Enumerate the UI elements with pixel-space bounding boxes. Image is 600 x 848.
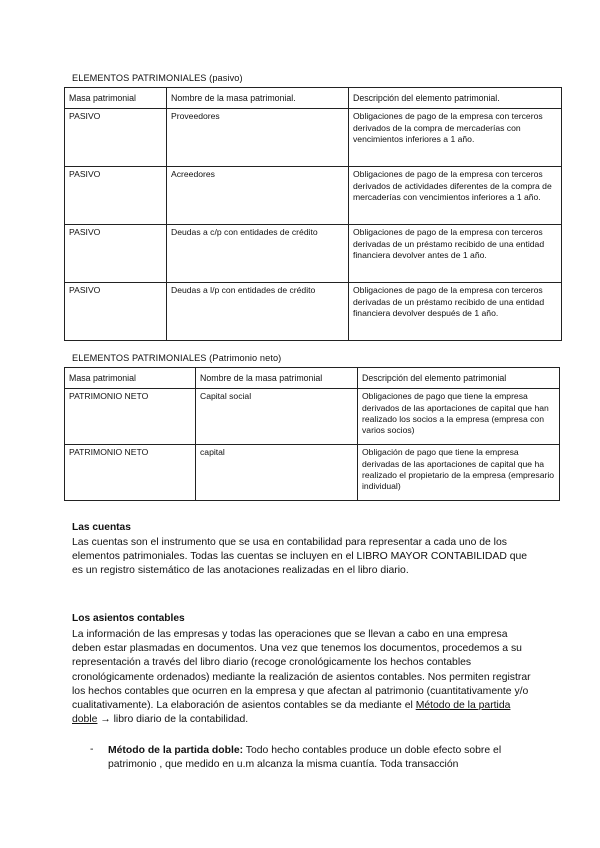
table-cell: capital bbox=[196, 445, 358, 501]
column-header: Nombre de la masa patrimonial. bbox=[167, 88, 349, 109]
table-header-row bbox=[65, 88, 562, 109]
cuentas-heading: Las cuentas bbox=[72, 522, 131, 533]
table-cell: PASIVO bbox=[65, 109, 167, 167]
table-cell: Obligaciones de pago de la empresa con terceros derivadas de un préstamo recibido de una entidad financiera devolver antes de 1 año. bbox=[349, 225, 562, 283]
table-cell: Proveedores bbox=[167, 109, 349, 167]
bullet-term: Método de la partida doble: bbox=[108, 745, 244, 756]
bullet-description: Todo hecho contables produce un doble efecto sobre el patrimonio , que medido en u.m alcanza la misma cuantía. Toda transacción bbox=[108, 745, 502, 771]
table-row bbox=[65, 167, 562, 225]
cuentas-paragraph: Las cuentas son el instrumento que se usa en contabilidad para representar a cada uno de los elementos patrimoniales. Todas las cuentas se incluyen en el LIBRO MAYOR CONTABILIDAD que es un registro sistemático de las anotaciones realizadas en el libro diario. bbox=[72, 537, 528, 577]
table-header-row bbox=[65, 368, 560, 389]
table-row bbox=[65, 109, 562, 167]
asientos-paragraph bbox=[72, 628, 534, 727]
asientos-text: La información de las empresas y todas las operaciones que se llevan a cabo en una empresa deben estar plasmadas en documentos. Una vez que tenemos los documentos, procedemos a su representación a través del libro diario (recoge cronológicamente los hechos contables cronológicamente ordenados) mediante la realización de asientos contables. Nos permiten registrar los hechos contables que ocurren en la empresa y que afectan al patrimonio (cuantitativamente y/o cualitativamente). La elaboración de asientos contables se da mediante el bbox=[72, 629, 531, 712]
table-cell: Acreedores bbox=[167, 167, 349, 225]
table-row bbox=[65, 225, 562, 283]
table2-caption: ELEMENTOS PATRIMONIALES (Patrimonio neto) bbox=[72, 353, 282, 363]
table-cell: PATRIMONIO NETO bbox=[65, 445, 196, 501]
table-cell: Capital social bbox=[196, 389, 358, 445]
table-cell: Obligaciones de pago que tiene la empresa derivados de las aportaciones de capital que han realizado los socios a la empresa (empresa con varios socios) bbox=[358, 389, 560, 445]
column-header: Descripción del elemento patrimonial. bbox=[349, 88, 562, 109]
patrimonio-neto-table bbox=[64, 367, 560, 501]
asientos-heading: Los asientos contables bbox=[72, 613, 185, 624]
table-cell: Obligaciones de pago de la empresa con terceros derivadas de un préstamo recibido de una entidad financiera devolver después de 1 año. bbox=[349, 283, 562, 341]
table-cell: PATRIMONIO NETO bbox=[65, 389, 196, 445]
table-cell: Deudas a l/p con entidades de crédito bbox=[167, 283, 349, 341]
table-cell: PASIVO bbox=[65, 167, 167, 225]
table-cell: Obligaciones de pago de la empresa con terceros derivados de la compra de mercaderías con vencimientos inferiores a 1 año. bbox=[349, 109, 562, 167]
table-cell: Obligación de pago que tiene la empresa derivadas de las aportaciones de capital que ha realizado el propietario de la empresa (empresario individual) bbox=[358, 445, 560, 501]
table-cell: PASIVO bbox=[65, 225, 167, 283]
pasivo-table bbox=[64, 87, 562, 341]
table-row bbox=[65, 445, 560, 501]
column-header: Nombre de la masa patrimonial bbox=[196, 368, 358, 389]
column-header: Masa patrimonial bbox=[65, 88, 167, 109]
table-row bbox=[65, 283, 562, 341]
table-row bbox=[65, 389, 560, 445]
table-cell: Obligaciones de pago de la empresa con terceros derivados de actividades diferentes de la compra de mercaderías con vencimientos inferiores a 1 año. bbox=[349, 167, 562, 225]
bullet-marker: - bbox=[90, 744, 94, 755]
column-header: Masa patrimonial bbox=[65, 368, 196, 389]
asientos-tail: → libro diario de la contabilidad. bbox=[100, 714, 249, 726]
table-cell: Deudas a c/p con entidades de crédito bbox=[167, 225, 349, 283]
partida-doble-link[interactable]: Método de la partida doble bbox=[72, 700, 511, 726]
bullet-item bbox=[108, 744, 528, 772]
table-cell: PASIVO bbox=[65, 283, 167, 341]
table1-caption: ELEMENTOS PATRIMONIALES (pasivo) bbox=[72, 73, 243, 83]
column-header: Descripción del elemento patrimonial bbox=[358, 368, 560, 389]
